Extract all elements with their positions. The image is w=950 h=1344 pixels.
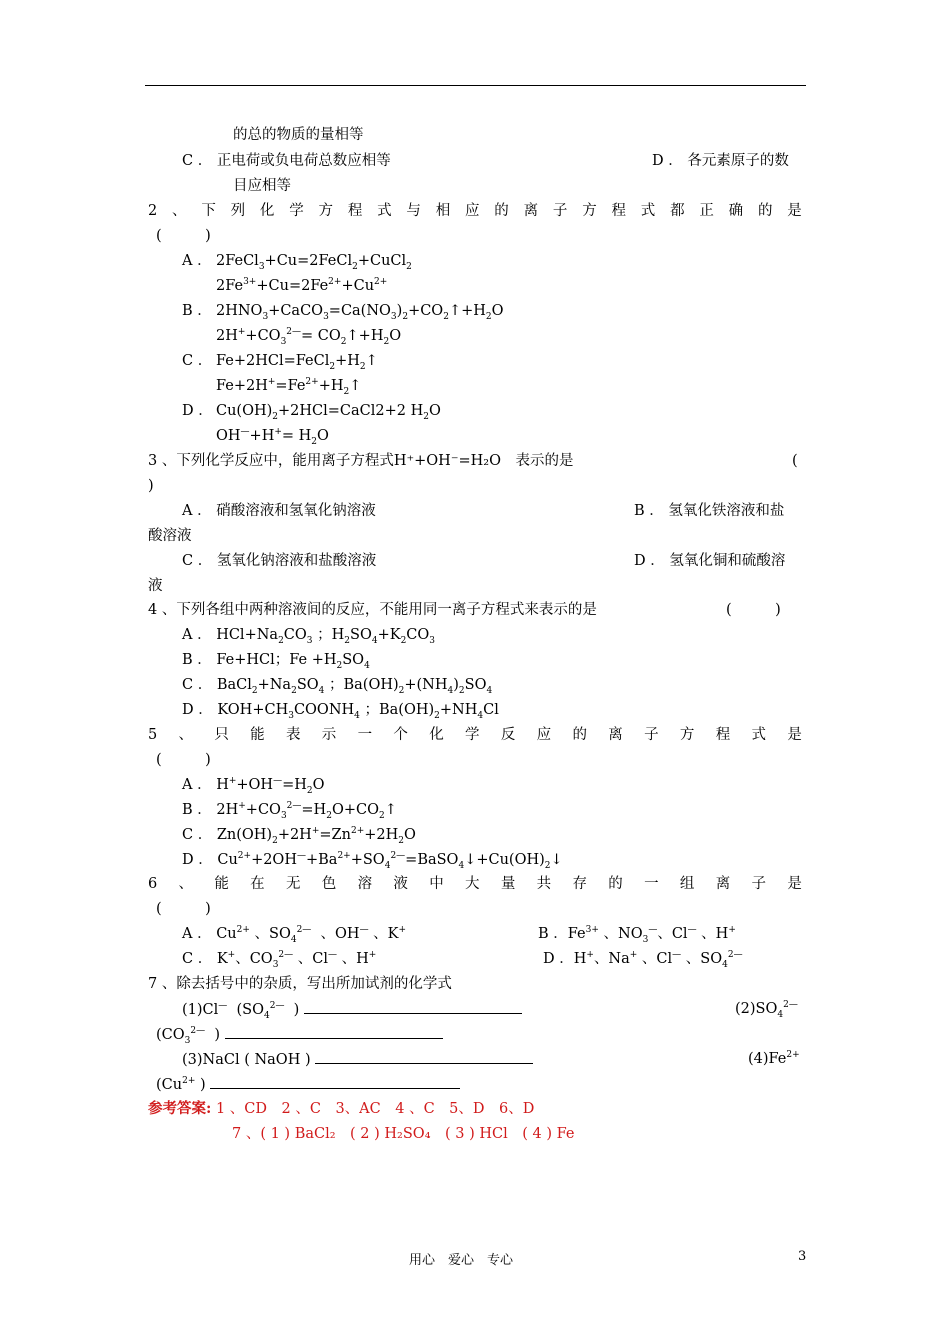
q1-option-d: D ． 各元素原子的数 [652,153,789,169]
stem-char: 个 [393,727,408,743]
stem-char: 正 [699,203,714,219]
q5-option-a: A ． $H^++OH^—=H_2O$ [182,776,325,796]
q4-option-d: D ． $KOH+CH_3COONH_4$ ；$Ba(OH)_2+NH_4Cl$ [182,702,499,721]
stem-char: 学 [465,727,480,743]
q1-option-d-continuation: 目应相等 [233,178,291,194]
stem-char: 方 [318,203,334,219]
stem-char: 式 [751,727,767,743]
stem-char: 5 [148,727,158,743]
q5-stem [148,725,802,745]
q2-option-b-ionic: $2H^++CO_3^{2—}=$ $CO_2↑+H_2O$ [216,327,402,347]
answers-label: 参考答案: [148,1100,212,1117]
q6-answer-paren: ( ) [156,901,211,917]
q2-option-c-ionic: $Fe+2H^+=Fe^{2+}+H_2↑$ [216,377,362,397]
stem-char: 应 [536,727,552,743]
q2-option-a-ionic: $2Fe^{3+}+Cu=2Fe^{2+}+Cu^{2+}$ [216,277,388,294]
q7-item-2-blank[interactable] [225,1024,443,1039]
q3-option-b: B ． 氢氧化铁溶液和盐 [634,503,785,519]
stem-char: 存 [572,876,587,892]
q7-item-1-blank[interactable] [304,999,522,1014]
stem-char: 、 [172,203,187,219]
stem-char: 离 [608,727,623,743]
stem-char: 能 [214,876,229,892]
stem-char: 组 [679,876,695,892]
q6-option-c: C ． K+、$CO_3^{2—}$ 、Cl— 、H+ [182,950,377,970]
q4-stem: 4 、下列各组中两种溶液间的反应，不能用同一离子方程式来表示的是 [148,602,597,618]
q1-option-c: C ． 正电荷或负电荷总数应相等 [182,153,391,169]
stem-char: 中 [429,876,444,892]
q6-option-b: B ．$Fe^{3+}$ 、$NO_3^—$、Cl— 、H+ [538,925,736,945]
stem-char: 列 [230,203,246,219]
q2-option-a-label: A ． [182,253,212,269]
q3-paren-open: ( [792,453,798,469]
q3-paren-close: ) [148,478,154,494]
stem-char: 离 [523,203,539,219]
stem-char: 的 [608,876,623,892]
stem-char: 液 [393,876,408,892]
stem-char: 大 [465,876,480,892]
stem-char: 色 [321,876,337,892]
q7-item-4-impurity: ($Cu^{2+}$ ) [156,1074,460,1095]
q3-option-a: A ． 硝酸溶液和氢氧化钠溶液 [182,503,376,519]
q2-option-a-equation: 2FeCl$_3$+Cu=2FeCl$_2$+CuCl$_2$ [216,253,412,272]
stem-char: 反 [500,727,516,743]
footer-motto: 用心 爱心 专心 [409,1253,514,1268]
stem-char: 学 [289,203,304,219]
answers-line-1 [148,1099,534,1119]
stem-char: 应 [465,203,480,219]
q7-item-3-blank[interactable] [315,1049,533,1064]
q5-option-b: B ． $2H^++CO_3^{2—}=H_2O+CO_2↑$ [182,801,397,821]
stem-char: 子 [552,203,568,219]
stem-char: 化 [429,727,444,743]
q7-item-2-label: $(2)SO_4^{2—}$ [735,1000,798,1020]
stem-char: 的 [757,203,773,219]
page-number: 3 [798,1249,807,1264]
stem-char: 程 [715,727,731,743]
answers-1-to-6: 1 、CD 2 、C 3、AC 4 、C 5、D 6、D [215,1101,535,1117]
q7-item-2-impurity: ($CO_3^{2—}$ ) [156,1024,443,1045]
stem-char: 只 [214,727,229,743]
q7-item-4-blank[interactable] [210,1074,460,1089]
q2-option-c-label: C ． [182,353,213,369]
stem-char: 子 [644,727,659,743]
q3-option-b-continuation: 酸溶液 [148,528,192,544]
q5-option-d: D ． $Cu^{2+}+2OH^—+Ba^{2+}+SO_4^{2—}=BaSO_4↓+Cu(OH)_2↓$ [182,851,563,871]
q2-option-b-equation: $2HNO_3+CaCO_3=Ca(NO_3)_2+CO_2↑+H_2O$ [216,303,504,322]
stem-char: 程 [347,203,363,219]
stem-char: 量 [500,876,516,892]
stem-char: 确 [728,203,744,219]
q3-stem: 3 、下列化学反应中，能用离子方程式H⁺+OH⁻=H₂O 表示的是 [148,453,574,469]
q4-option-a: A ． $HCl+Na_2CO_3$ ；$H_2SO_4+K_2CO_3$ [182,627,436,646]
stem-char: 式 [640,203,656,219]
stem-char: 无 [285,876,301,892]
q2-stem [148,201,802,221]
stem-char: 6 [148,876,158,892]
q3-option-d-continuation: 液 [148,578,163,594]
answers-line-2 [232,1124,574,1144]
q6-option-d: D ．H+、Na+ 、Cl— 、$SO_4^{2—}$ [543,950,743,970]
q2-option-b-label: B ． [182,303,212,319]
stem-char: 是 [787,727,802,743]
q2-option-d-ionic: $OH^—+H^+= H_2O$ [216,427,329,447]
stem-char: 方 [582,203,597,219]
answers-7: 7 、( 1 ) BaCl₂ ( 2 ) H₂SO₄ ( 3 ) HCl ( 4 ) Fe [232,1126,575,1142]
stem-char: 子 [751,876,767,892]
stem-char: 能 [250,727,265,743]
stem-char: 程 [611,203,626,219]
q7-stem: 7 、除去括号中的杂质，写出所加试剂的化学式 [148,976,452,992]
stem-char: 是 [787,203,802,219]
q4-answer-paren: ( ) [726,602,781,618]
stem-char: 的 [572,727,587,743]
stem-char: 下 [201,203,216,219]
q2-option-d-equation: $Cu(OH)_2+2HCl=CaCl2+2$ $H_2O$ [216,403,441,422]
q3-option-d: D ． 氢氧化铜和硫酸溶 [634,553,786,569]
stem-char: 离 [715,876,731,892]
stem-char: 共 [536,876,552,892]
stem-char: 在 [250,876,265,892]
q5-answer-paren: ( ) [156,752,211,768]
q2-option-c-equation: $Fe+2HCl=FeCl_2+H_2↑$ [216,353,378,372]
q4-option-b: B ． Fe+HCl；$Fe +H_2SO_4$ [182,652,370,671]
stem-char: 与 [406,203,421,219]
stem-char: 化 [259,203,275,219]
stem-char: 示 [321,727,337,743]
stem-char: 的 [494,203,509,219]
q7-item-3: (3)NaCl ( NaOH ) [182,1049,533,1070]
q4-option-c: C ． $BaCl_2+Na_2SO_4$ ；$Ba(OH)_2+(NH_4)_2SO_4$ [182,677,493,696]
q6-option-a: A ． $Cu^{2+}$ 、$SO_4^{2—}$ 、OH— 、K+ [182,925,407,945]
stem-char: 一 [357,727,373,743]
stem-char: 表 [285,727,301,743]
q2-option-d-label: D ． [182,403,213,419]
q5-option-c: C ． $Zn(OH)_2+2H^+=Zn^{2+}+2H_2O$ [182,826,416,846]
q7-item-1: (1)Cl— ($SO_4^{2—}$ ) [182,999,522,1020]
stem-char: 一 [644,876,659,892]
stem-char: 、 [178,876,194,892]
q7-item-4-label: $(4)Fe^{2+}$ [748,1050,800,1067]
stem-char: 式 [377,203,392,219]
stem-char: 都 [670,203,685,219]
stem-char: 、 [178,727,194,743]
stem-char: 溶 [357,876,373,892]
q3-option-c: C ． 氢氧化钠溶液和盐酸溶液 [182,553,377,569]
header-rule [145,85,806,86]
q6-stem [148,874,802,894]
stem-char: 是 [787,876,802,892]
stem-char: 方 [679,727,695,743]
q1-option-b-continuation: 的总的物质的量相等 [233,127,364,143]
stem-char: 相 [435,203,451,219]
stem-char: 2 [148,203,158,219]
q2-answer-paren: ( ) [156,228,211,244]
